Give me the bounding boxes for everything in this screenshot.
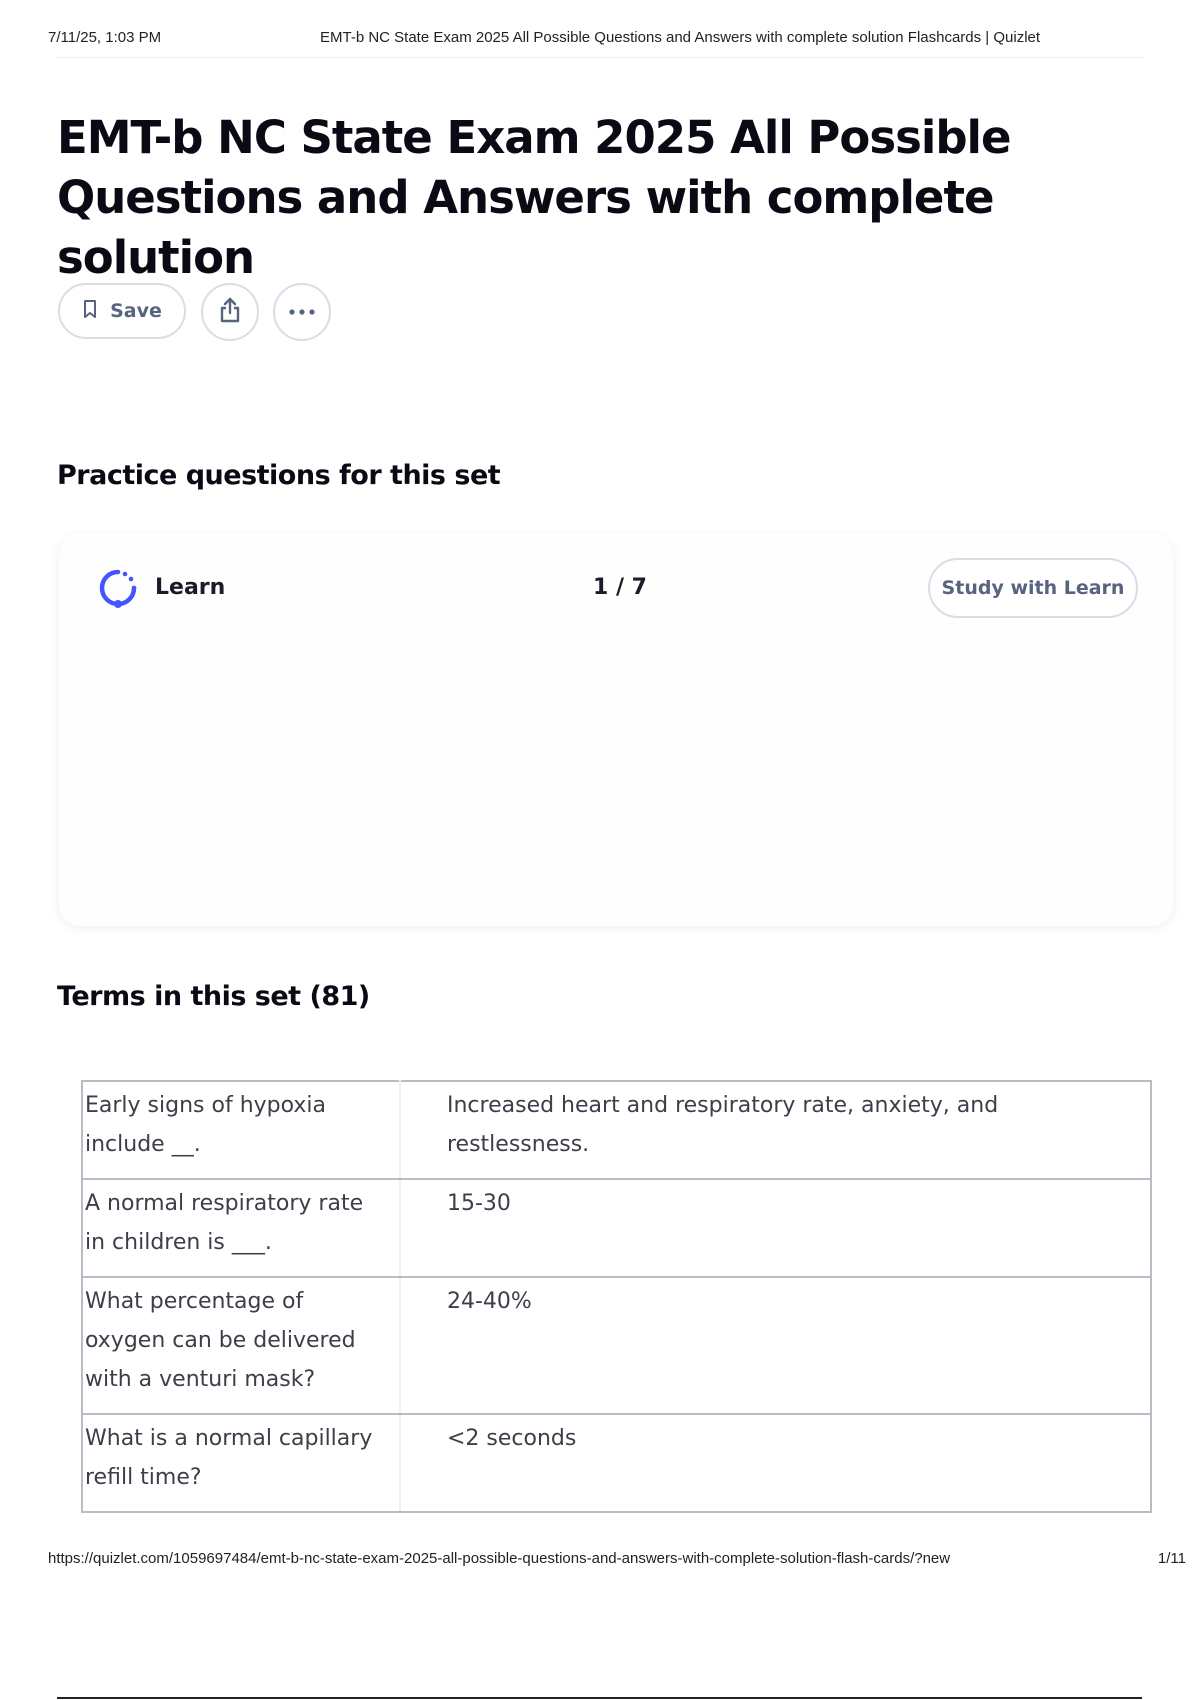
terms-heading: Terms in this set (81): [57, 981, 370, 1012]
print-datetime: 7/11/25, 1:03 PM: [48, 29, 162, 46]
bookmark-icon: [82, 299, 98, 324]
term-cell: Early signs of hypoxia include __.: [82, 1081, 400, 1179]
more-icon: [288, 303, 316, 321]
terms-table: [81, 1080, 1152, 1513]
question-progress: 1 / 7: [593, 575, 647, 600]
table-row: [82, 1081, 1151, 1179]
header-divider: [56, 57, 1144, 58]
study-with-learn-button[interactable]: Study with Learn: [928, 558, 1138, 618]
print-document-title: EMT-b NC State Exam 2025 All Possible Questions and Answers with complete solution Flashcards | Quizlet: [320, 29, 1041, 46]
definition-cell: <2 seconds: [400, 1414, 1151, 1512]
table-row: [82, 1179, 1151, 1277]
print-url: https://quizlet.com/1059697484/emt-b-nc-state-exam-2025-all-possible-questions-and-answers-with-complete-solution-flash-cards/?new: [48, 1550, 951, 1567]
share-icon: [217, 296, 243, 329]
more-options-button[interactable]: [273, 283, 331, 341]
learn-icon: [96, 566, 140, 610]
save-button[interactable]: [58, 283, 186, 339]
term-cell: What is a normal capillary refill time?: [82, 1414, 400, 1512]
term-cell: What percentage of oxygen can be delivered with a venturi mask?: [82, 1277, 400, 1414]
learn-card: [59, 533, 1173, 926]
definition-cell: 24-40%: [400, 1277, 1151, 1414]
save-label: Save: [110, 300, 162, 322]
term-cell: A normal respiratory rate in children is ___.: [82, 1179, 400, 1277]
page-number: 1/11: [1157, 1550, 1186, 1567]
practice-heading: Practice questions for this set: [57, 460, 501, 491]
definition-cell: 15-30: [400, 1179, 1151, 1277]
definition-cell: Increased heart and respiratory rate, anxiety, and restlessness.: [400, 1081, 1151, 1179]
learn-mode-label: Learn: [155, 575, 226, 600]
share-button[interactable]: [201, 283, 259, 341]
table-row: [82, 1414, 1151, 1512]
table-row: [82, 1277, 1151, 1414]
page-title: EMT-b NC State Exam 2025 All Possible Questions and Answers with complete solution: [57, 111, 1011, 284]
bottom-divider: [57, 1697, 1142, 1699]
